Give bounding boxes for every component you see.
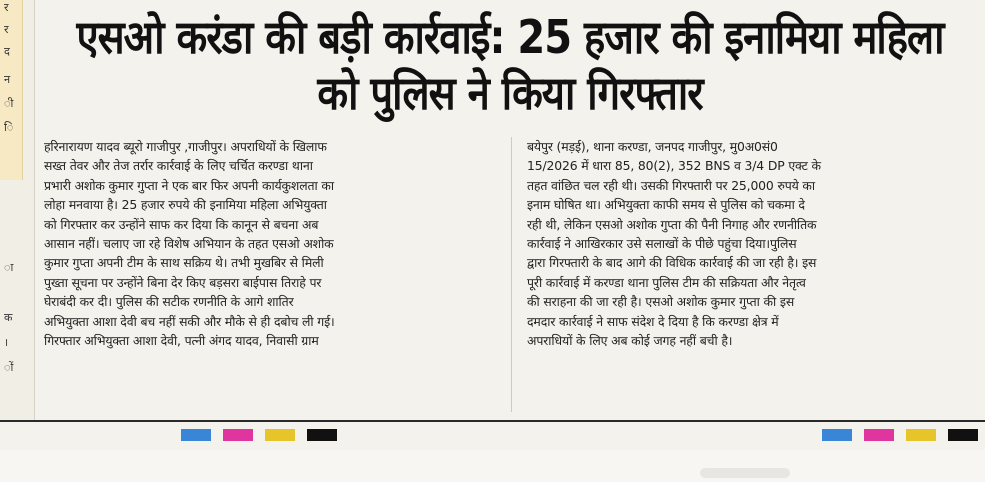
faded-text-smudge — [700, 468, 790, 478]
article-line: कार्रवाई ने आखिरकार उसे सलाखों के पीछे पहुंचा दिया।पुलिस — [527, 236, 797, 252]
article-line: इनाम घोषित था। अभियुक्ता काफी समय से पुलिस को चकमा दे — [527, 197, 805, 213]
fragment-text: ि — [4, 121, 14, 134]
article-line: की सराहना की जा रही है। एसओ अशोक कुमार गुप्ता की इस — [527, 294, 795, 310]
registration-marks-left — [181, 429, 337, 441]
article-line: पुख्ता सूचना पर उन्होंने बिना देर किए बड़सरा बाईपास तिराहे पर — [44, 274, 322, 290]
article-column-1 — [44, 137, 496, 412]
headline-line-2: को पुलिस ने किया गिरफ्तार — [317, 67, 703, 121]
article-line: सख्त तेवर और तेज तर्रार कार्रवाई के लिए चर्चित करण्डा थाना — [44, 158, 313, 174]
article-line: कुमार गुप्ता अपनी टीम के साथ सक्रिय थे। तभी मुखबिर से मिली — [44, 255, 324, 271]
fragment-text: र — [4, 1, 9, 14]
article-line: दमदार कार्रवाई ने साफ संदेश दे दिया है कि करण्डा क्षेत्र में — [527, 313, 779, 329]
registration-marks-right — [822, 429, 978, 441]
column-divider — [34, 0, 35, 420]
adjacent-column-fragment — [0, 0, 34, 420]
article-line: घेराबंदी कर दी। पुलिस की सटीक रणनीति के आगे शातिर — [44, 294, 294, 310]
fragment-text: क — [4, 311, 13, 324]
page-bottom-rule — [0, 420, 985, 422]
yellow-registration-mark — [265, 429, 295, 441]
article-body — [44, 137, 979, 412]
headline-line-1: एसओ करंडा की बड़ी कार्रवाई: 25 हजार की इनामिया महिला — [76, 11, 944, 65]
fragment-text: र — [4, 23, 9, 36]
next-page-strip — [0, 450, 985, 482]
article-line: रही थी, लेकिन एसओ अशोक गुप्ता की पैनी निगाह और रणनीतिक — [527, 216, 817, 232]
magenta-registration-mark — [864, 429, 894, 441]
black-registration-mark — [307, 429, 337, 441]
article-line: अभियुक्ता आशा देवी बच नहीं सकी और मौके से ही दबोच ली गई। — [44, 313, 335, 329]
cyan-registration-mark — [822, 429, 852, 441]
fragment-text: ों — [4, 361, 14, 374]
fragment-text: ा — [4, 261, 14, 274]
article-line: अपराधियों के लिए अब कोई जगह नहीं बची है। — [527, 333, 733, 349]
fragment-text: । — [4, 336, 9, 349]
article-line: गिरफ्तार अभियुक्ता आशा देवी, पत्नी अंगद यादव, निवासी ग्राम — [44, 333, 319, 349]
article-line: बयेपुर (मड़ई), थाना करण्डा, जनपद गाजीपुर, मु0अ0सं0 — [527, 139, 778, 154]
article-line: आसान नहीं। चलाए जा रहे विशेष अभियान के तहत एसओ अशोक — [44, 236, 334, 252]
article-line: को गिरफ्तार कर उन्होंने साफ कर दिया कि कानून से बचना अब — [44, 216, 319, 232]
column-gutter — [511, 137, 512, 412]
fragment-text: द — [4, 45, 10, 58]
cyan-registration-mark — [181, 429, 211, 441]
article-line: लोहा मनवाया है। 25 हजार रुपये की इनामिया महिला अभियुक्ता — [44, 197, 327, 213]
fragment-text: न — [4, 73, 11, 86]
article-column-2 — [527, 137, 979, 412]
fragment-text: ी — [4, 97, 14, 110]
article-line: द्वारा गिरफ्तारी के बाद आगे की विधिक कार्रवाई की जा रही है। इस — [527, 255, 817, 271]
article-line: प्रभारी अशोक कुमार गुप्ता ने एक बार फिर अपनी कार्यकुशलता का — [44, 177, 334, 193]
yellow-registration-mark — [906, 429, 936, 441]
article-line: तहत वांछित चल रही थी। उसकी गिरफ्तारी पर 25,000 रुपये का — [527, 177, 815, 193]
magenta-registration-mark — [223, 429, 253, 441]
article-line: 15/2026 में धारा 85, 80(2), 352 BNS व 3/4 DP एक्ट के — [527, 158, 821, 174]
black-registration-mark — [948, 429, 978, 441]
article-line: हरिनारायण यादव ब्यूरो गाजीपुर ,गाजीपुर। अपराधियों के खिलाफ — [44, 139, 327, 154]
article-line: पूरी कार्रवाई में करण्डा थाना पुलिस टीम की सक्रियता और नेतृत्व — [527, 274, 806, 290]
